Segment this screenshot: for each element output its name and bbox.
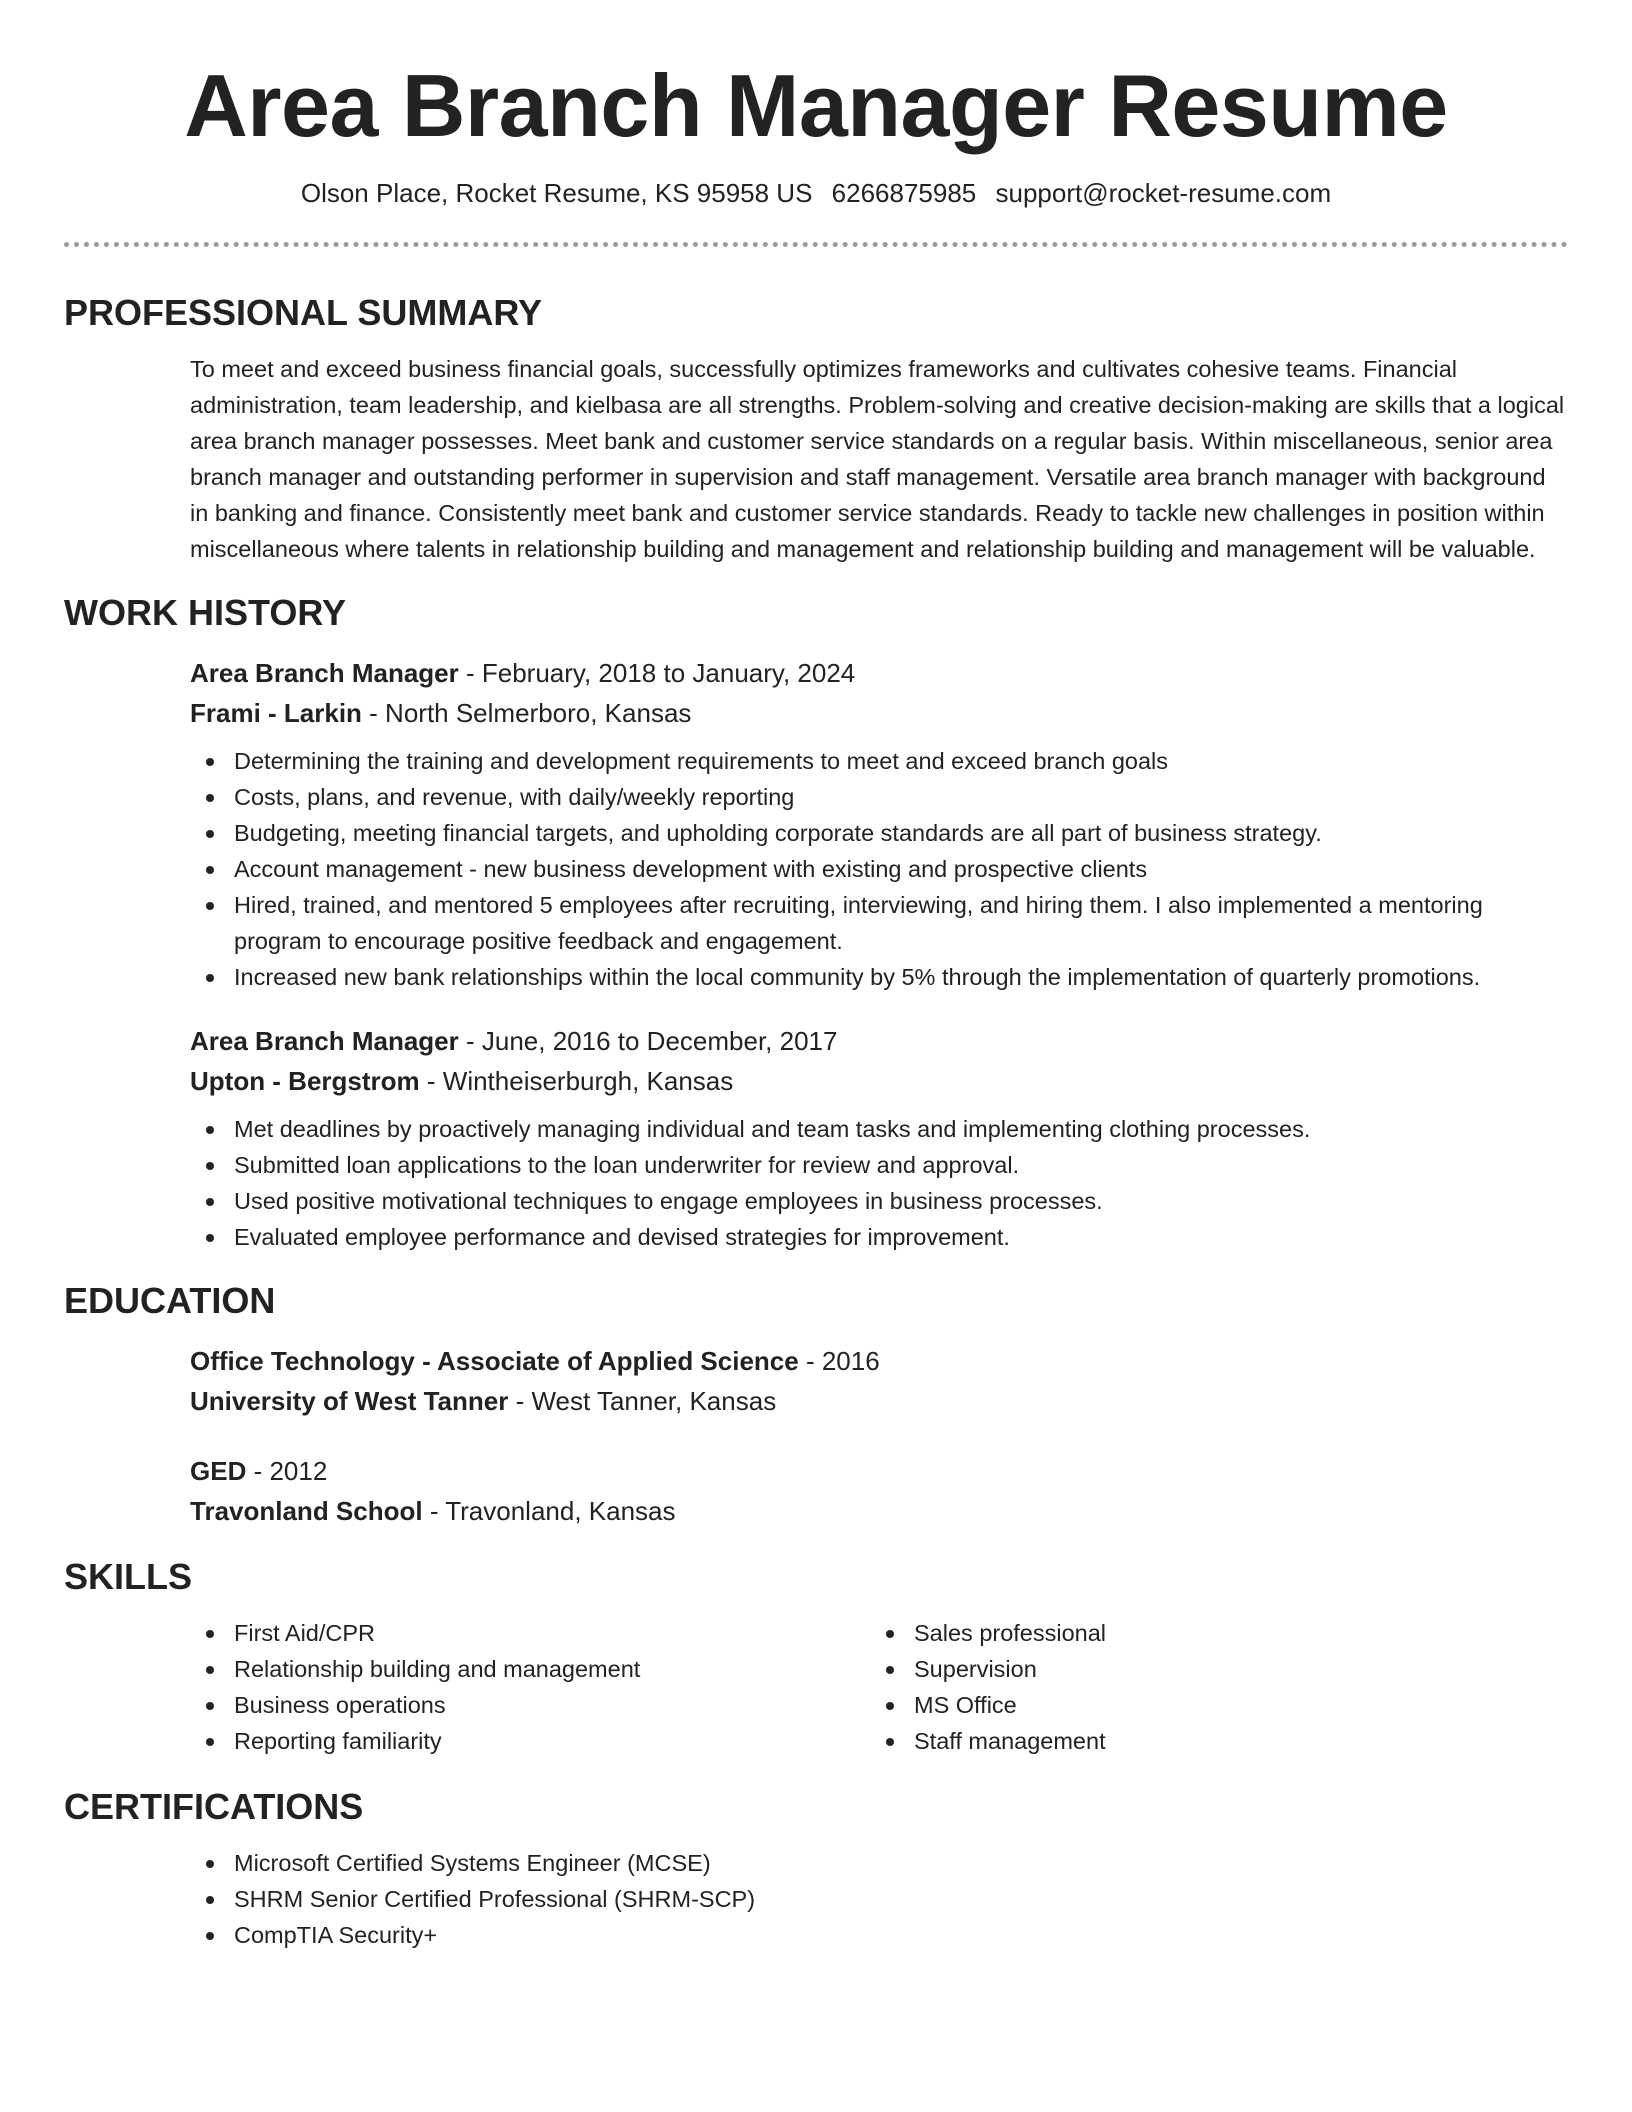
list-item: Met deadlines by proactively managing individual and team tasks and implementing clothing processes.	[190, 1111, 1568, 1147]
certifications-heading: CERTIFICATIONS	[64, 1786, 364, 1827]
contact-email: support@rocket-resume.com	[995, 178, 1332, 208]
list-item: Submitted loan applications to the loan underwriter for review and approval.	[190, 1147, 1568, 1183]
summary-text: To meet and exceed business financial goals, successfully optimizes frameworks and cultivates cohesive teams. Financial administration, team leadership, and kielbasa are all strengths. Problem-solving and creative decision-making are skills that a logical area branch manager possesses. Meet bank and customer service standards on a regular basis. Within miscellaneous, senior area branch manager and outstanding performer in supervision and staff management. Versatile area branch manager with background in banking and finance. Consistently meet bank and customer service standards. Ready to tackle new challenges in position within miscellaneous where talents in relationship building and management and relationship building and management will be valuable.	[190, 356, 1565, 562]
job-location: - Wintheiserburgh, Kansas	[419, 1066, 734, 1096]
certifications-list	[190, 1845, 1568, 1953]
job-company: Frami - Larkin	[190, 698, 362, 728]
list-item: Supervision	[870, 1651, 1550, 1687]
list-item: First Aid/CPR	[190, 1615, 870, 1651]
contact-line	[64, 176, 1568, 210]
work-history-heading: WORK HISTORY	[64, 592, 347, 633]
school-location: - West Tanner, Kansas	[508, 1386, 777, 1416]
job-entry-1	[190, 653, 1568, 733]
job-title-line	[190, 1021, 1568, 1061]
education-heading: EDUCATION	[64, 1280, 276, 1321]
list-item: Hired, trained, and mentored 5 employees after recruiting, interviewing, and hiring them. I also implemented a mentoring program to encourage positive feedback and engagement.	[190, 887, 1568, 959]
degree: GED	[190, 1456, 247, 1486]
list-item: Relationship building and management	[190, 1651, 870, 1687]
list-item: Reporting familiarity	[190, 1723, 870, 1759]
contact-phone: 6266875985	[831, 178, 977, 208]
list-item: CompTIA Security+	[190, 1917, 1568, 1953]
job-title-line	[190, 653, 1568, 693]
job-entry-2	[190, 1021, 1568, 1101]
list-item: Staff management	[870, 1723, 1550, 1759]
job-company-line	[190, 1061, 1568, 1101]
resume-page	[64, 0, 1568, 1953]
contact-address: Olson Place, Rocket Resume, KS 95958 US	[300, 178, 813, 208]
school-line	[190, 1491, 1568, 1531]
job-2-bullets	[190, 1111, 1568, 1255]
list-item: Account management - new business development with existing and prospective clients	[190, 851, 1568, 887]
list-item: MS Office	[870, 1687, 1550, 1723]
job-title: Area Branch Manager	[190, 658, 459, 688]
list-item: Evaluated employee performance and devised strategies for improvement.	[190, 1219, 1568, 1255]
job-dates: - February, 2018 to January, 2024	[458, 658, 856, 688]
list-item: Costs, plans, and revenue, with daily/weekly reporting	[190, 779, 1568, 815]
school-line	[190, 1381, 1568, 1421]
list-item: Business operations	[190, 1687, 870, 1723]
skills-grid	[190, 1615, 1568, 1759]
education-entry-2	[190, 1451, 1568, 1531]
degree-year: - 2016	[798, 1346, 880, 1376]
job-location: - North Selmerboro, Kansas	[361, 698, 692, 728]
skills-column-left	[190, 1615, 870, 1759]
school: University of West Tanner	[190, 1386, 509, 1416]
list-item: Increased new bank relationships within the local community by 5% through the implementation of quarterly promotions.	[190, 959, 1568, 995]
skills-heading: SKILLS	[64, 1556, 193, 1597]
list-item: Determining the training and development requirements to meet and exceed branch goals	[190, 743, 1568, 779]
header-divider	[64, 242, 1568, 247]
list-item: Budgeting, meeting financial targets, and upholding corporate standards are all part of business strategy.	[190, 815, 1568, 851]
summary-heading: PROFESSIONAL SUMMARY	[64, 292, 543, 333]
job-1-bullets	[190, 743, 1568, 995]
list-item: Sales professional	[870, 1615, 1550, 1651]
job-dates: - June, 2016 to December, 2017	[458, 1026, 838, 1056]
degree-line	[190, 1451, 1568, 1491]
job-title: Area Branch Manager	[190, 1026, 459, 1056]
degree-year: - 2012	[246, 1456, 328, 1486]
list-item: Microsoft Certified Systems Engineer (MCSE)	[190, 1845, 1568, 1881]
job-company-line	[190, 693, 1568, 733]
school-location: - Travonland, Kansas	[422, 1496, 676, 1526]
school: Travonland School	[190, 1496, 423, 1526]
page-title: Area Branch Manager Resume	[184, 56, 1448, 155]
list-item: Used positive motivational techniques to engage employees in business processes.	[190, 1183, 1568, 1219]
education-entry-1	[190, 1341, 1568, 1421]
job-company: Upton - Bergstrom	[190, 1066, 420, 1096]
degree-line	[190, 1341, 1568, 1381]
skills-column-right	[870, 1615, 1550, 1759]
list-item: SHRM Senior Certified Professional (SHRM-SCP)	[190, 1881, 1568, 1917]
degree: Office Technology - Associate of Applied Science	[190, 1346, 799, 1376]
